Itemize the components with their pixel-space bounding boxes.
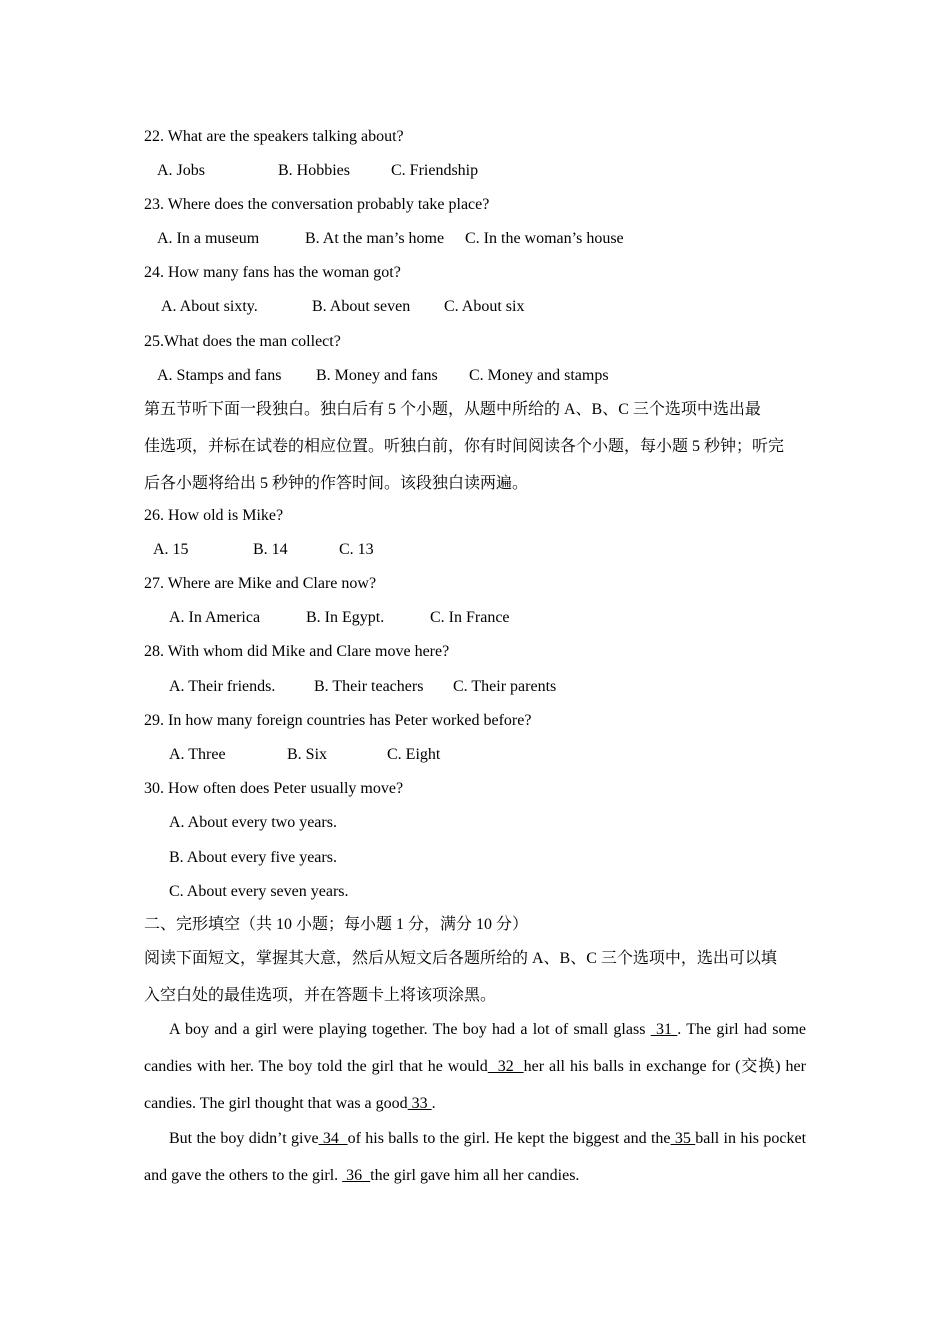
question-28-stem: 28. With whom did Mike and Clare move here? bbox=[144, 643, 450, 660]
section5-line-1: 第五节听下面一段独白。独白后有 5 个小题，从题中所给的 A、B、C 三个选项中选出最 bbox=[144, 401, 761, 418]
question-29-stem: 29. In how many foreign countries has Peter worked before? bbox=[144, 712, 532, 729]
blank-34: 34 bbox=[318, 1130, 348, 1147]
question-28-option-c: C. Their parents bbox=[453, 678, 557, 695]
question-30-stem: 30. How often does Peter usually move? bbox=[144, 780, 404, 797]
question-27-option-c: C. In France bbox=[430, 609, 510, 626]
paragraph-1-text-3: her all his balls in exchange for (交换) her candies. The girl thought that was a good bbox=[144, 1058, 806, 1112]
question-22-option-c: C. Friendship bbox=[391, 162, 479, 179]
question-23-option-a: A. In a museum bbox=[157, 230, 260, 247]
cloze-instructions-line-1: 阅读下面短文，掌握其大意，然后从短文后各题所给的 A、B、C 三个选项中，选出可以填 bbox=[144, 950, 777, 967]
cloze-paragraph-2 bbox=[144, 1120, 806, 1194]
question-26-option-b: B. 14 bbox=[253, 541, 288, 558]
question-24-stem: 24. How many fans has the woman got? bbox=[144, 264, 401, 281]
question-29-option-a: A. Three bbox=[169, 746, 226, 763]
paragraph-2-text-4: the girl gave him all her candies. bbox=[370, 1167, 580, 1184]
question-27-option-a: A. In America bbox=[169, 609, 261, 626]
question-27-stem: 27. Where are Mike and Clare now? bbox=[144, 575, 377, 592]
paragraph-1-text-2: . The girl had some candies with her. The boy told the girl that he would bbox=[144, 1021, 807, 1075]
section5-line-3: 后各小题将给出 5 秒钟的作答时间。该段独白读两遍。 bbox=[144, 475, 529, 492]
question-22-option-b: B. Hobbies bbox=[278, 162, 350, 179]
section5-instructions bbox=[144, 391, 808, 502]
cloze-paragraph-1 bbox=[144, 1011, 806, 1122]
question-28-option-a: A. Their friends. bbox=[169, 678, 276, 695]
paragraph-2-text-1: But the boy didn’t give bbox=[169, 1130, 319, 1147]
question-26-stem: 26. How old is Mike? bbox=[144, 507, 284, 524]
blank-33: 33 bbox=[407, 1095, 432, 1112]
paragraph-2-text-3: ball in his pocket and gave the others to the girl. bbox=[144, 1130, 807, 1184]
question-29-option-c: C. Eight bbox=[387, 746, 441, 763]
question-25-option-b: B. Money and fans bbox=[316, 367, 438, 384]
question-22-stem: 22. What are the speakers talking about? bbox=[144, 128, 404, 145]
question-26-option-c: C. 13 bbox=[339, 541, 374, 558]
question-22-option-a: A. Jobs bbox=[157, 162, 206, 179]
blank-31: 31 bbox=[650, 1021, 678, 1038]
question-29-option-b: B. Six bbox=[287, 746, 328, 763]
question-23-option-b: B. At the man’s home bbox=[305, 230, 445, 247]
question-30-option-c: C. About every seven years. bbox=[169, 883, 349, 900]
cloze-instructions bbox=[144, 940, 808, 1014]
question-30-option-b: B. About every five years. bbox=[169, 849, 337, 866]
question-24-option-b: B. About seven bbox=[312, 298, 411, 315]
question-23-option-c: C. In the woman’s house bbox=[465, 230, 624, 247]
question-26-option-a: A. 15 bbox=[153, 541, 189, 558]
blank-32: 32 bbox=[487, 1058, 524, 1075]
paragraph-1-text-4: . bbox=[431, 1095, 436, 1112]
paragraph-2-text-2: of his balls to the girl. He kept the biggest and the bbox=[347, 1130, 671, 1147]
blank-36: 36 bbox=[342, 1167, 371, 1184]
question-23-stem: 23. Where does the conversation probably take place? bbox=[144, 196, 490, 213]
question-27-option-b: B. In Egypt. bbox=[306, 609, 385, 626]
cloze-instructions-line-2: 入空白处的最佳选项，并在答题卡上将该项涂黑。 bbox=[144, 987, 497, 1004]
blank-35: 35 bbox=[670, 1130, 696, 1147]
question-24-option-c: C. About six bbox=[444, 298, 525, 315]
question-28-option-b: B. Their teachers bbox=[314, 678, 424, 695]
cloze-heading: 二、完形填空（共 10 小题；每小题 1 分，满分 10 分） bbox=[144, 916, 529, 933]
question-30-option-a: A. About every two years. bbox=[169, 814, 337, 831]
question-24-option-a: A. About sixty. bbox=[161, 298, 258, 315]
question-25-option-a: A. Stamps and fans bbox=[157, 367, 282, 384]
question-25-option-c: C. Money and stamps bbox=[469, 367, 609, 384]
question-25-stem: 25.What does the man collect? bbox=[144, 333, 341, 350]
paragraph-1-text-1: A boy and a girl were playing together. The boy had a lot of small glass bbox=[169, 1021, 651, 1038]
section5-line-2: 佳选项，并标在试卷的相应位置。听独白前，你有时间阅读各个小题，每小题 5 秒钟；听完 bbox=[144, 438, 785, 455]
